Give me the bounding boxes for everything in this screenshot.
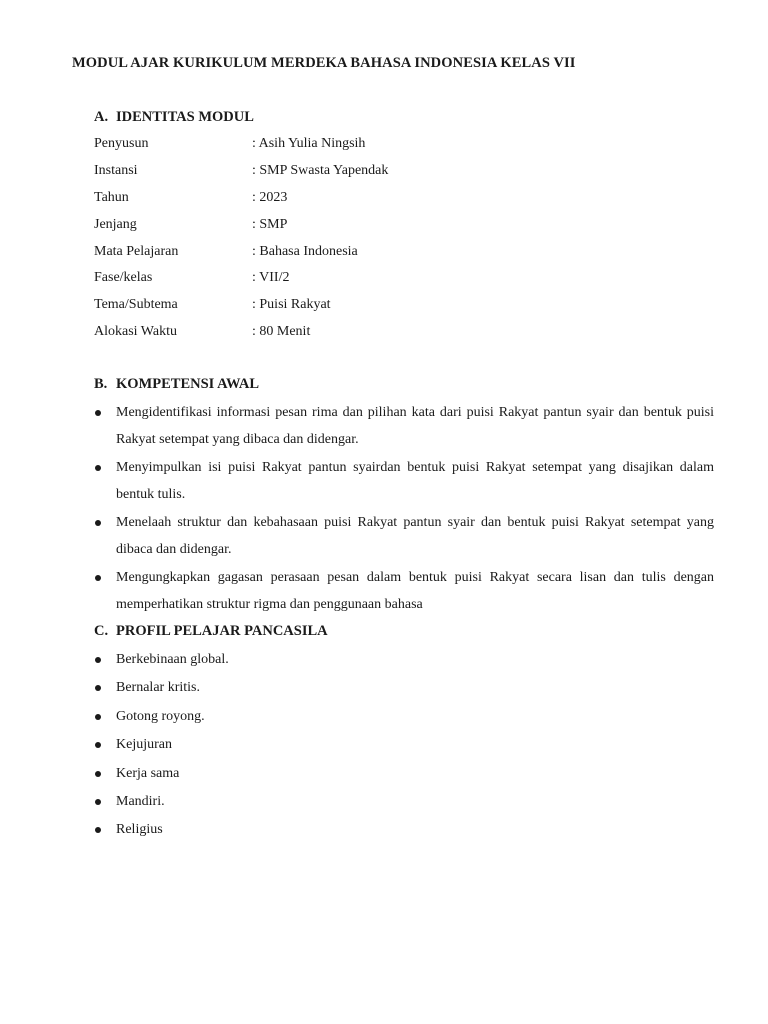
list-item-text: Menelaah struktur dan kebahasaan puisi Rakyat pantun syair dan bentuk puisi Rakyat setempat yang dibaca dan didengar. <box>116 515 714 557</box>
section-c-heading <box>94 623 328 640</box>
document-title: MODUL AJAR KURIKULUM MERDEKA BAHASA INDONESIA KELAS VII <box>72 55 576 71</box>
identity-label: Fase/kelas <box>94 270 153 285</box>
list-item-text: Bernalar kritis. <box>116 680 200 696</box>
bullet-icon <box>95 465 101 471</box>
identity-value: : Puisi Rakyat <box>252 297 331 312</box>
identity-label: Alokasi Waktu <box>94 324 177 339</box>
profile-list <box>94 650 714 849</box>
identity-label: Mata Pelajaran <box>94 244 179 259</box>
list-item-text: Berkebinaan global. <box>116 652 229 667</box>
identity-value: : Asih Yulia Ningsih <box>252 136 366 151</box>
bullet-icon <box>95 410 101 416</box>
bullet-icon <box>95 742 101 748</box>
identity-label: Penyusun <box>94 136 149 151</box>
bullet-icon <box>95 827 101 833</box>
competency-list <box>94 399 714 619</box>
section-a-letter: A. <box>94 109 109 125</box>
list-item-text: Mengidentifikasi informasi pesan rima dan pilihan kata dari puisi Rakyat pantun syair dan bentuk puisi Rakyat setempat yang dibaca dan didengar. <box>116 405 714 447</box>
bullet-icon <box>95 657 101 663</box>
list-item <box>94 735 714 755</box>
list-item <box>94 792 714 812</box>
list-item-text: Mengungkapkan gagasan perasaan pesan dalam bentuk puisi Rakyat secara lisan dan tulis dengan memperhatikan struktur rigma dan penggunaan bahasa <box>116 570 714 612</box>
list-item <box>94 707 714 727</box>
list-item-text: Mandiri. <box>116 793 165 809</box>
bullet-icon <box>95 799 101 805</box>
bullet-icon <box>95 685 101 691</box>
bullet-icon <box>95 714 101 720</box>
section-b-letter: B. <box>94 376 108 392</box>
list-item-text: Gotong royong. <box>116 708 205 724</box>
identity-label: Tema/Subtema <box>94 297 178 312</box>
list-item-text: Menyimpulkan isi puisi Rakyat pantun syairdan bentuk puisi Rakyat setempat yang disajikan dalam bentuk tulis. <box>116 460 714 502</box>
list-item-text: Kerja sama <box>116 765 180 781</box>
bullet-icon <box>95 771 101 777</box>
identity-value: : 80 Menit <box>252 324 311 339</box>
identity-value: : Bahasa Indonesia <box>252 244 358 259</box>
bullet-icon <box>95 520 101 526</box>
bullet-icon <box>95 575 101 581</box>
section-a-heading <box>94 109 254 126</box>
identity-value: : 2023 <box>252 190 288 205</box>
identity-label: Tahun <box>94 190 129 205</box>
identity-label: Jenjang <box>94 217 137 232</box>
list-item-text: Kejujuran <box>116 737 172 753</box>
identity-value: : SMP Swasta Yapendak <box>252 163 389 178</box>
section-a-title: IDENTITAS MODUL <box>116 109 254 125</box>
section-b-title: KOMPETENSI AWAL <box>116 376 260 392</box>
list-item <box>94 564 714 618</box>
identity-value: : SMP <box>252 217 288 232</box>
list-item <box>94 509 714 563</box>
list-item <box>94 399 714 453</box>
list-item <box>94 650 714 670</box>
list-item <box>94 764 714 784</box>
section-c-letter: C. <box>94 623 109 639</box>
list-item <box>94 454 714 508</box>
list-item <box>94 820 714 840</box>
list-item <box>94 678 714 698</box>
section-c-title: PROFIL PELAJAR PANCASILA <box>116 623 328 639</box>
identity-label: Instansi <box>94 163 138 178</box>
section-b-heading <box>94 376 259 393</box>
identity-value: : VII/2 <box>252 270 290 285</box>
list-item-text: Religius <box>116 822 163 838</box>
